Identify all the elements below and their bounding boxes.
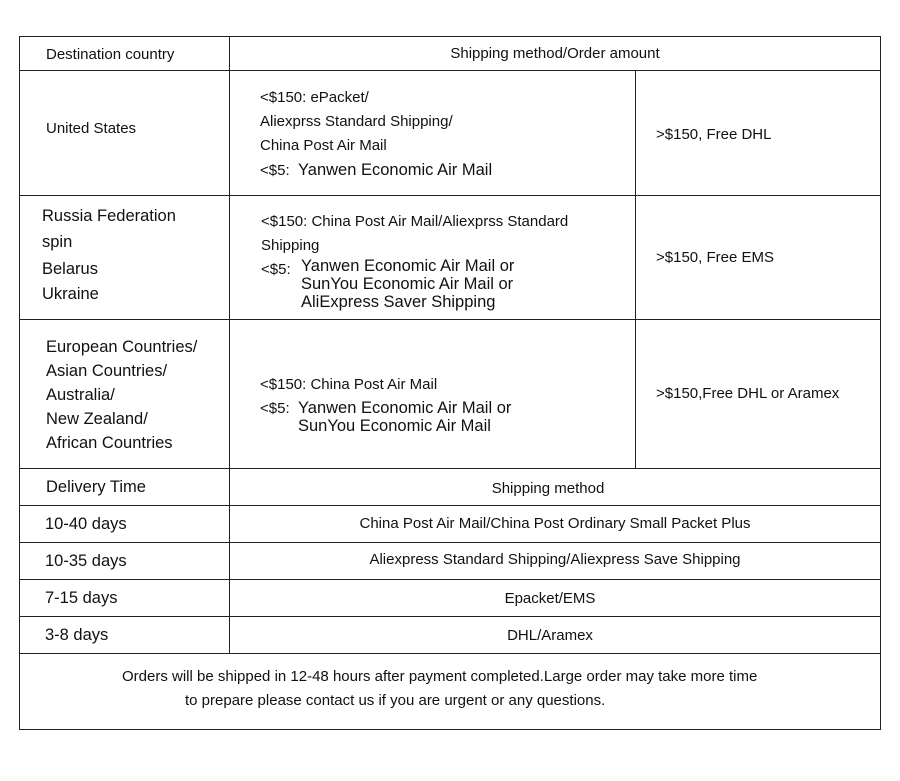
- row-divider: [20, 505, 880, 506]
- under-150-line: <$150: China Post Air Mail/Aliexprss Standard: [261, 213, 569, 230]
- row-divider: [20, 579, 880, 580]
- header-destination-country: Destination country: [46, 46, 175, 63]
- delivery-time: 10-40 days: [45, 515, 127, 533]
- under-5-line: Yanwen Economic Air Mail or: [301, 257, 515, 275]
- footer-note-line: to prepare please contact us if you are urgent or any questions.: [185, 692, 606, 709]
- under-150-line: China Post Air Mail: [260, 137, 387, 154]
- under-5-prefix: <$5:: [260, 162, 290, 179]
- under-5-prefix: <$5:: [260, 400, 290, 417]
- delivery-time-header: Delivery Time: [46, 478, 146, 496]
- region-country: spin: [42, 233, 73, 251]
- region-country: Ukraine: [42, 285, 99, 303]
- under-150-line: Aliexprss Standard Shipping/: [260, 113, 453, 130]
- header-shipping-method-order-amount: Shipping method/Order amount: [450, 45, 660, 62]
- row-divider: [20, 616, 880, 617]
- row-divider: [20, 195, 880, 196]
- region-country: New Zealand/: [46, 410, 148, 428]
- delivery-method: DHL/Aramex: [507, 627, 593, 644]
- delivery-time: 3-8 days: [45, 626, 109, 644]
- region-country: European Countries/: [46, 338, 198, 356]
- region-country: Australia/: [46, 386, 115, 404]
- column-divider: [635, 70, 636, 468]
- footer-note-line: Orders will be shipped in 12-48 hours after payment completed.Large order may take more time: [122, 668, 758, 685]
- under-5-line: AliExpress Saver Shipping: [301, 293, 496, 311]
- under-5-line: Yanwen Economic Air Mail: [298, 161, 493, 179]
- row-divider: [20, 468, 880, 469]
- over-150-offer: >$150, Free DHL: [656, 126, 772, 143]
- row-divider: [20, 653, 880, 654]
- over-150-offer: >$150, Free EMS: [656, 249, 774, 266]
- over-150-offer: >$150,Free DHL or Aramex: [656, 385, 840, 402]
- region-country: United States: [46, 120, 137, 137]
- region-country: African Countries: [46, 434, 173, 452]
- region-country: Belarus: [42, 260, 98, 278]
- delivery-method: China Post Air Mail/China Post Ordinary Small Packet Plus: [359, 515, 751, 532]
- row-divider: [20, 70, 880, 71]
- under-5-line: SunYou Economic Air Mail or: [301, 275, 514, 293]
- under-150-line: <$150: China Post Air Mail: [260, 376, 438, 393]
- shipping-method-header: Shipping method: [491, 480, 605, 497]
- shipping-table: [19, 36, 881, 730]
- under-150-line: Shipping: [261, 237, 320, 254]
- under-5-line: SunYou Economic Air Mail: [298, 417, 491, 435]
- delivery-time: 7-15 days: [45, 589, 118, 607]
- region-country: Russia Federation: [42, 207, 176, 225]
- under-5-prefix: <$5:: [261, 261, 291, 278]
- region-country: Asian Countries/: [46, 362, 168, 380]
- row-divider: [20, 319, 880, 320]
- delivery-method: Epacket/EMS: [504, 590, 596, 607]
- delivery-time: 10-35 days: [45, 552, 127, 570]
- under-5-line: Yanwen Economic Air Mail or: [298, 399, 512, 417]
- row-divider: [20, 542, 880, 543]
- under-150-line: <$150: ePacket/: [260, 89, 369, 106]
- delivery-method: Aliexpress Standard Shipping/Aliexpress Save Shipping: [369, 551, 741, 568]
